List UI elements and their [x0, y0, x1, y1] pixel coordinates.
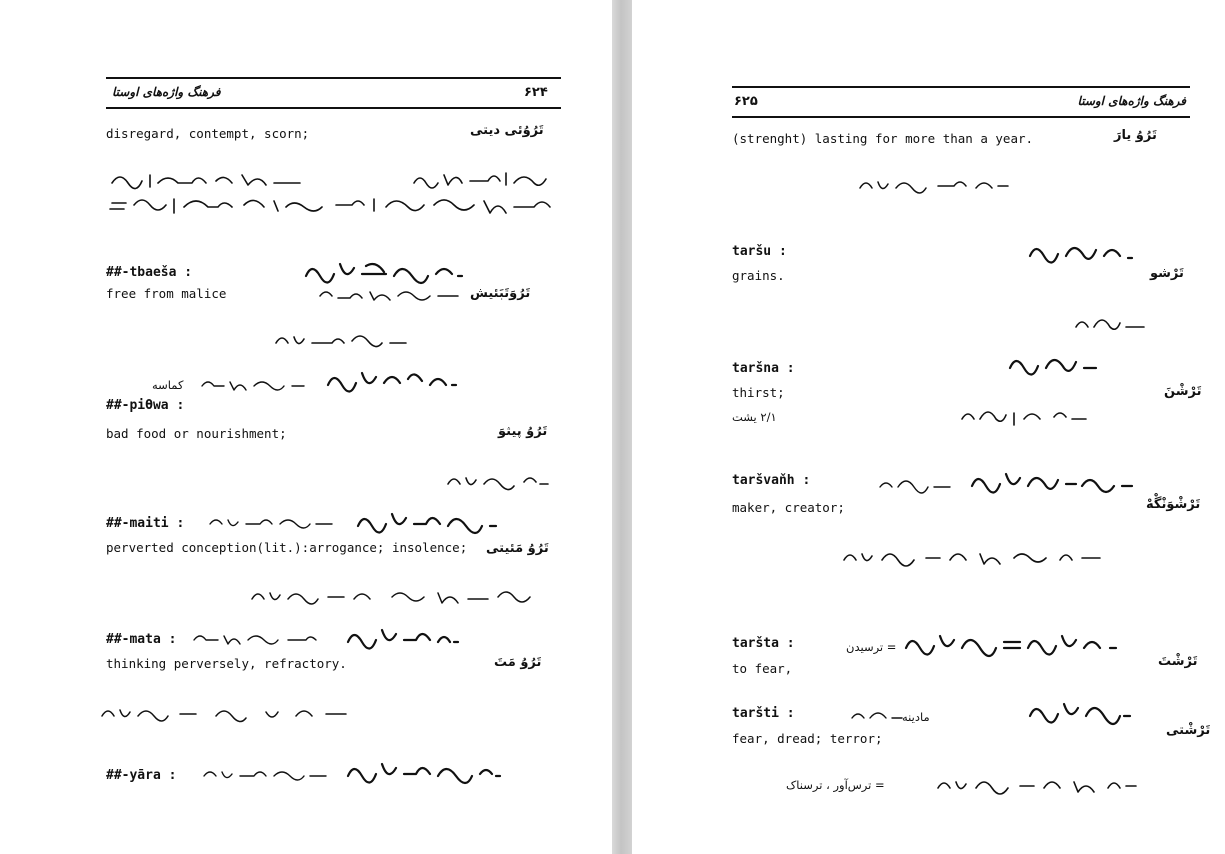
entry-headword: ##-mata : [106, 632, 177, 647]
entry-headword-persian: تَرْشو [1150, 266, 1184, 281]
avestan-script [300, 256, 470, 286]
page-gutter [612, 0, 632, 854]
avestan-script [932, 772, 1140, 796]
entry-headword-persian: تَرْشْتَ [1158, 654, 1198, 669]
avestan-script [838, 544, 1118, 568]
entry-gloss: disregard, contempt, scorn; [106, 126, 310, 141]
avestan-script [190, 628, 330, 648]
avestan-script [342, 756, 506, 786]
avestan-script [352, 506, 502, 536]
avestan-script [1072, 313, 1152, 335]
entry-headword: ##-yāra : [106, 768, 177, 783]
entry-gloss: to fear, [732, 661, 793, 676]
avestan-script [854, 174, 1014, 196]
avestan-script [1024, 696, 1136, 728]
avestan-script [272, 329, 412, 351]
avestan-script [966, 466, 1146, 498]
entry-headword-persian: تَرْشْتی [1166, 723, 1211, 738]
avestan-script [848, 706, 908, 726]
entry-persian-extra: = ترسیدن [846, 640, 897, 654]
entry-headword-persian: تَرُوُ مَئیتی [486, 541, 549, 556]
page-number: ۶۲۵ [734, 94, 758, 109]
avestan-script [104, 193, 564, 217]
entry-persian-extra: کماسه [152, 378, 184, 392]
right-page [632, 0, 1225, 854]
avestan-script [900, 628, 1140, 660]
entry-headword-persian: تَرُوُ پیثوَ [498, 424, 548, 439]
entry-headword: taršta : [732, 636, 795, 651]
avestan-script [958, 405, 1094, 427]
page-header [732, 92, 1190, 114]
entry-gloss: bad food or nourishment; [106, 426, 287, 441]
entry-gloss: thirst; [732, 385, 785, 400]
avestan-script [444, 470, 552, 492]
avestan-script [876, 475, 956, 495]
entry-headword: ##-tbaeša : [106, 265, 193, 280]
avestan-script [96, 702, 376, 724]
header-rule [732, 116, 1190, 118]
avestan-script [1004, 348, 1104, 378]
entry-persian-line: = ترس‌آور ، ترسناک [786, 778, 885, 792]
avestan-script [322, 365, 462, 395]
page-header [106, 83, 561, 105]
entry-persian-line: ۲/۱ یشت [732, 410, 777, 424]
avestan-script [206, 512, 336, 532]
entry-gloss: grains. [732, 268, 785, 283]
avestan-script [106, 169, 306, 191]
page-title: فرهنگ واژه‌های اوستا [1077, 94, 1186, 108]
avestan-script [342, 622, 462, 652]
entry-headword: ##-maiti : [106, 516, 185, 531]
entry-gloss: maker, creator; [732, 500, 845, 515]
header-rule [106, 107, 561, 109]
entry-gloss: free from malice [106, 286, 227, 301]
entry-gloss: thinking perversely, refractory. [106, 656, 347, 671]
entry-headword: ##-piϴwa : [106, 398, 185, 413]
entry-headword-persian: تَرْشْنَ [1164, 384, 1202, 399]
page-number: ۶۲۴ [524, 85, 548, 100]
entry-headword-persian: تَرُوُ مَتَ [494, 655, 542, 670]
entry-headword-persian: تَرُوُ یارَ [1114, 128, 1157, 143]
entry-persian-extra: مادینه [902, 710, 930, 724]
avestan-script [198, 374, 308, 394]
entry-headword: taršna : [732, 361, 795, 376]
entry-gloss: perverted conception(lit.):arrogance; insolence; [106, 540, 468, 555]
entry-headword: taršu : [732, 244, 787, 259]
avestan-script [1024, 236, 1144, 268]
entry-headword-persian: تَرُوَتَبَئیش [470, 286, 531, 301]
entry-headword: taršvaňh : [732, 473, 811, 488]
header-rule [106, 77, 561, 79]
entry-gloss: (strenght) lasting for more than a year. [732, 131, 1034, 146]
entry-headword-persian: تَرُوُئی دیتی [470, 123, 544, 138]
entry-headword-persian: تَرْشْوَنْگْهْ [1146, 497, 1201, 512]
left-page [0, 0, 612, 854]
avestan-script [200, 764, 330, 784]
entry-gloss: fear, dread; terror; [732, 731, 883, 746]
header-rule [732, 86, 1190, 88]
avestan-script [242, 585, 562, 607]
entry-headword: taršti : [732, 706, 795, 721]
avestan-script [316, 284, 466, 304]
avestan-script [410, 169, 550, 189]
page-title: فرهنگ واژه‌های اوستا [112, 85, 221, 99]
